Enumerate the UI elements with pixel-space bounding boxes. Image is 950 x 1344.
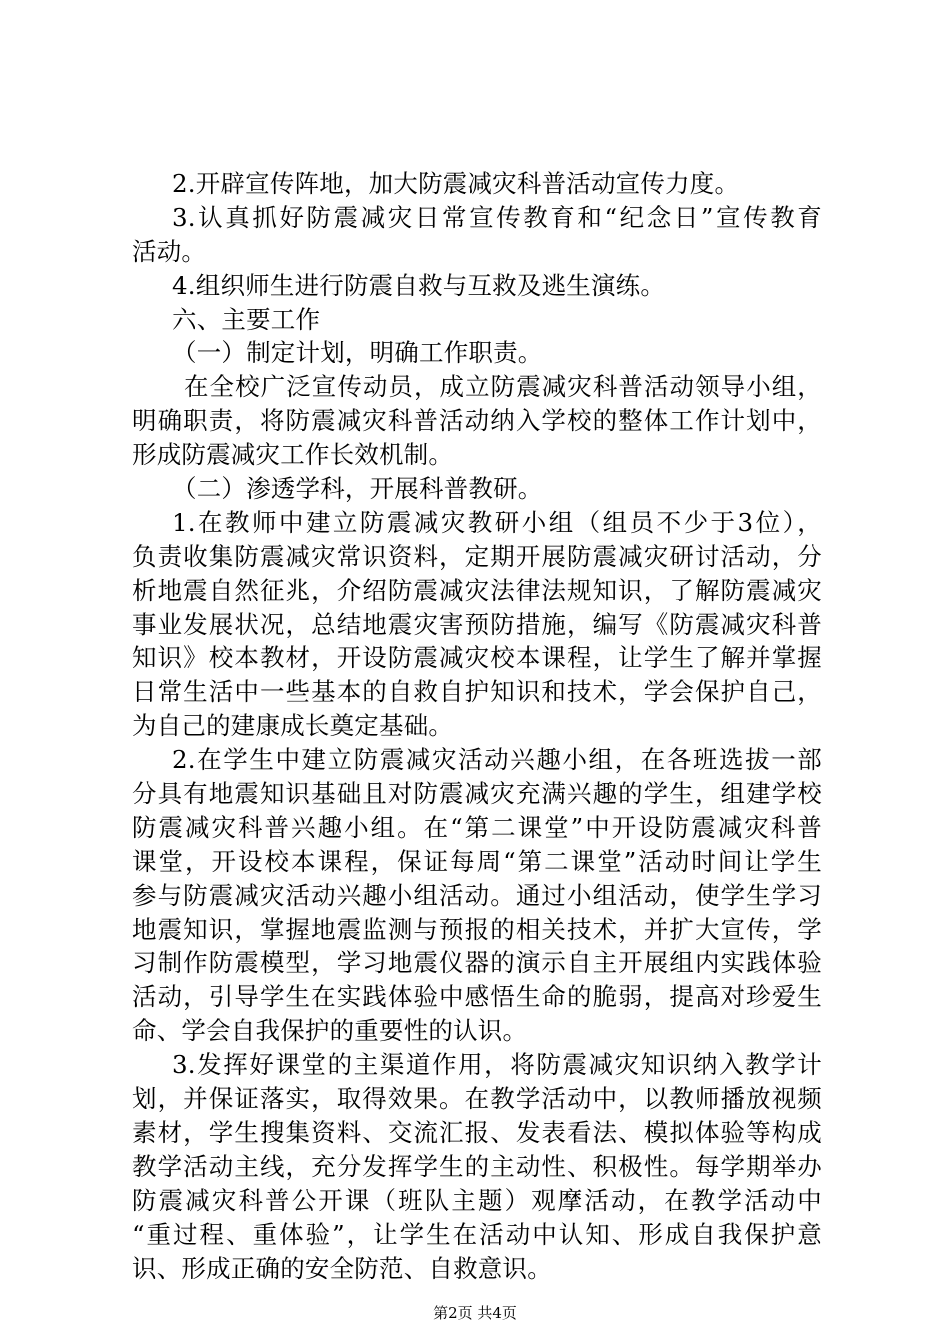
- text-line: 划，并保证落实，取得效果。在教学活动中，以教师播放视频: [132, 1084, 822, 1114]
- text-line: 4.组织师生进行防震自救与互救及逃生演练。: [172, 270, 666, 300]
- text-line: 3.认真抓好防震减灾日常宣传教育和“纪念日”宣传教育: [172, 202, 822, 232]
- text-line: 活动，引导学生在实践体验中感悟生命的脆弱，提高对珍爱生: [132, 982, 822, 1012]
- text-line: 为自己的建康成长奠定基础。: [132, 711, 454, 741]
- text-line: 负责收集防震减灾常识资料，定期开展防震减灾研讨活动，分: [132, 541, 822, 571]
- text-line: 教学活动主线，充分发挥学生的主动性、积极性。每学期举办: [132, 1151, 822, 1181]
- text-line: 活动。: [132, 236, 207, 266]
- text-line: “重过程、重体验”，让学生在活动中认知、形成自我保护意: [132, 1219, 822, 1249]
- text-line: 素材，学生搜集资料、交流汇报、发表看法、模拟体验等构成: [132, 1117, 822, 1147]
- text-line: 1.在教师中建立防震减灾教研小组（组员不少于3位），: [172, 507, 822, 537]
- document-body: [132, 167, 822, 1285]
- text-line: 防震减灾科普公开课（班队主题）观摩活动，在教学活动中: [132, 1185, 822, 1215]
- text-line: 参与防震减灾活动兴趣小组活动。通过小组活动，使学生学习: [132, 880, 822, 910]
- text-line: 习制作防震模型，学习地震仪器的演示自主开展组内实践体验: [132, 948, 822, 978]
- text-line: 析地震自然征兆，介绍防震减灾法律法规知识，了解防震减灾: [132, 575, 822, 605]
- text-line: 分具有地震知识基础且对防震减灾充满兴趣的学生，组建学校: [132, 779, 822, 809]
- text-line: 日常生活中一些基本的自救自护知识和技术，学会保护自己，: [132, 677, 822, 707]
- text-line: （二）渗透学科，开展科普教研。: [172, 474, 543, 504]
- text-line: （一）制定计划，明确工作职责。: [172, 338, 543, 368]
- text-line: 地震知识，掌握地震监测与预报的相关技术，并扩大宣传，学: [132, 914, 822, 944]
- text-line: 在全校广泛宣传动员，成立防震减灾科普活动领导小组，: [184, 372, 822, 402]
- text-line: 2.在学生中建立防震减灾活动兴趣小组，在各班选拔一部: [172, 745, 822, 775]
- text-line: 明确职责，将防震减灾科普活动纳入学校的整体工作计划中，: [132, 406, 822, 436]
- text-line: 防震减灾科普兴趣小组。在“第二课堂”中开设防震减灾科普: [132, 812, 822, 842]
- text-line: 知识》校本教材，开设防震减灾校本课程，让学生了解并掌握: [132, 643, 822, 673]
- text-line: 3.发挥好课堂的主渠道作用，将防震减灾知识纳入教学计: [172, 1050, 822, 1080]
- text-line: 形成防震减灾工作长效机制。: [132, 440, 454, 470]
- text-line: 2.开辟宣传阵地，加大防震减灾科普活动宣传力度。: [172, 169, 740, 198]
- text-line: 识、形成正确的安全防范、自救意识。: [132, 1253, 552, 1283]
- text-line: 课堂，开设校本课程，保证每周“第二课堂”活动时间让学生: [132, 846, 822, 876]
- text-line: 事业发展状况，总结地震灾害预防措施，编写《防震减灾科普: [132, 609, 822, 639]
- page-footer: 第2页 共4页: [433, 1304, 517, 1322]
- text-line: 六、主要工作: [172, 304, 321, 334]
- text-line: 命、学会自我保护的重要性的认识。: [132, 1016, 528, 1046]
